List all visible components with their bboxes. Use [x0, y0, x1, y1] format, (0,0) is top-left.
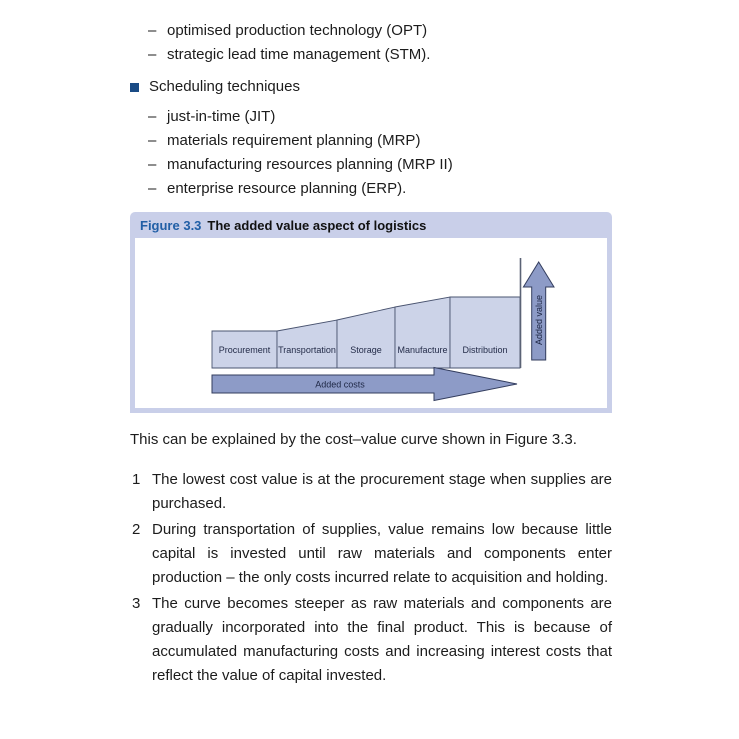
- stage-box-manufacture: [395, 297, 450, 368]
- dash-bullet: –: [148, 108, 157, 125]
- figure-title: The added value aspect of logistics: [207, 217, 427, 233]
- numbered-list: [130, 468, 612, 690]
- figure-panel: [130, 238, 612, 413]
- list-item-text: strategic lead time management (STM).: [167, 46, 431, 63]
- list-item-text: enterprise resource planning (ERP).: [167, 180, 407, 197]
- list-item-text: manufacturing resources planning (MRP II): [167, 156, 453, 173]
- added-costs-label: Added costs: [315, 379, 365, 390]
- stage-label-manufacture: Manufacture: [397, 345, 448, 355]
- dash-bullet: –: [148, 180, 157, 197]
- item-number: 1: [132, 471, 141, 488]
- lead-paragraph: This can be explained by the cost–value curve shown in Figure 3.3.: [130, 431, 577, 448]
- added-value-label: Added value: [534, 294, 545, 346]
- item-number: 3: [132, 595, 141, 612]
- numbered-item-1: [130, 468, 612, 516]
- item-number: 2: [132, 521, 141, 538]
- numbered-item-2: [130, 518, 612, 590]
- list-item: [130, 153, 612, 177]
- figure-number: Figure 3.3: [140, 217, 202, 233]
- item-text: During transportation of supplies, value remains low because little capital is invested until raw materials and components enter production – the only costs incurred relate to acquisition and holding.: [152, 521, 612, 586]
- list-item: [130, 19, 612, 43]
- dash-bullet: –: [148, 156, 157, 173]
- stage-label-procurement: Procurement: [218, 345, 271, 355]
- square-bullet-icon: [130, 83, 139, 92]
- list-item: [130, 43, 612, 67]
- list-item-text: just-in-time (JIT): [167, 108, 276, 125]
- list-item-text: optimised production technology (OPT): [167, 22, 428, 39]
- item-text: The lowest cost value is at the procurement stage when supplies are purchased.: [152, 471, 612, 512]
- list-item-text: Scheduling techniques: [149, 78, 300, 95]
- list-item-scheduling-techniques: [130, 75, 612, 99]
- techniques-list: [130, 19, 612, 201]
- stage-label-transportation: Transportation: [278, 345, 336, 355]
- list-item: [130, 177, 612, 201]
- figure-caption: [130, 212, 612, 238]
- dash-bullet: –: [148, 132, 157, 149]
- figure-3-3: [130, 212, 612, 413]
- list-item-text: materials requirement planning (MRP): [167, 132, 421, 149]
- list-item: [130, 105, 612, 129]
- stage-label-distribution: Distribution: [462, 345, 508, 355]
- dash-bullet: –: [148, 22, 157, 39]
- item-text: The curve becomes steeper as raw materials and components are gradually incorporated into the final product. This is because of accumulated manufacturing costs and increasing interest costs that reflect the value of capital invested.: [152, 595, 612, 684]
- stage-box-storage: [337, 307, 395, 368]
- numbered-item-3: [130, 592, 612, 688]
- added-value-diagram: [135, 238, 607, 408]
- list-item: [130, 129, 612, 153]
- stage-box-distribution: [450, 297, 520, 368]
- dash-bullet: –: [148, 46, 157, 63]
- stage-box-transportation: [277, 320, 337, 368]
- stage-label-storage: Storage: [350, 345, 382, 355]
